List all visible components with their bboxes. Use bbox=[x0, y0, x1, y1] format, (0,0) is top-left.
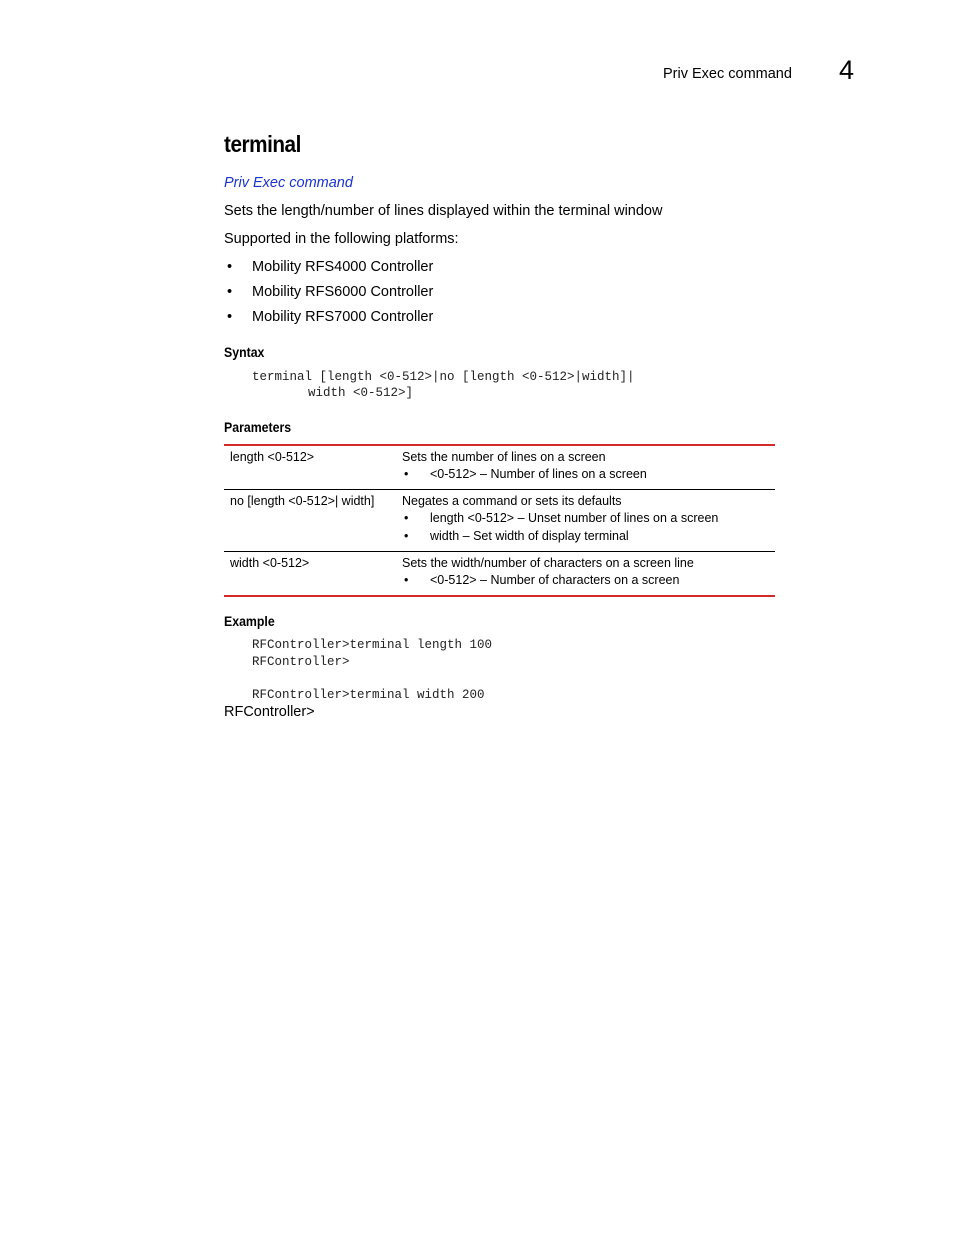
param-name: width <0-512> bbox=[224, 552, 396, 597]
param-option: <0-512> – Number of characters on a screen bbox=[430, 573, 680, 587]
table-row bbox=[224, 445, 775, 490]
platform-label: Mobility RFS6000 Controller bbox=[252, 284, 434, 300]
example-heading: Example bbox=[224, 613, 275, 629]
command-description: Sets the length/number of lines displayed within the terminal window bbox=[224, 203, 663, 219]
cross-reference-link[interactable]: Priv Exec command bbox=[224, 175, 353, 191]
list-item bbox=[402, 465, 769, 483]
param-option: <0-512> – Number of lines on a screen bbox=[430, 467, 647, 481]
syntax-line-1: terminal [length <0-512>|no [length <0-512>|width]| bbox=[252, 370, 635, 384]
supported-platforms-intro: Supported in the following platforms: bbox=[224, 231, 459, 247]
param-description-cell bbox=[396, 552, 775, 597]
syntax-line-2: width <0-512>] bbox=[308, 386, 414, 400]
example-line: RFController>terminal width 200 bbox=[252, 688, 485, 702]
syntax-heading: Syntax bbox=[224, 344, 265, 360]
param-description: Sets the width/number of characters on a screen line bbox=[402, 556, 694, 570]
list-item bbox=[402, 509, 769, 527]
list-item bbox=[402, 571, 769, 589]
bullet-icon: • bbox=[404, 467, 409, 481]
bullet-icon: • bbox=[227, 259, 233, 275]
bullet-icon: • bbox=[227, 309, 233, 325]
example-line: RFController> bbox=[224, 704, 315, 720]
parameters-table bbox=[224, 444, 775, 597]
example-line: RFController> bbox=[252, 655, 350, 669]
param-name: length <0-512> bbox=[224, 445, 396, 490]
page-title: terminal bbox=[224, 131, 301, 157]
table-row bbox=[224, 552, 775, 597]
bullet-icon: • bbox=[404, 573, 409, 587]
param-name: no [length <0-512>| width] bbox=[224, 490, 396, 552]
list-item bbox=[402, 527, 769, 545]
parameters-heading: Parameters bbox=[224, 419, 292, 435]
param-description: Sets the number of lines on a screen bbox=[402, 450, 606, 464]
list-item bbox=[224, 283, 433, 308]
platform-label: Mobility RFS7000 Controller bbox=[252, 309, 434, 325]
param-description-cell bbox=[396, 445, 775, 490]
bullet-icon: • bbox=[404, 529, 409, 543]
param-description: Negates a command or sets its defaults bbox=[402, 494, 622, 508]
platform-list bbox=[224, 258, 433, 333]
param-option: width – Set width of display terminal bbox=[430, 529, 629, 543]
list-item bbox=[224, 308, 433, 333]
param-description-cell bbox=[396, 490, 775, 552]
header-section-title: Priv Exec command bbox=[663, 66, 792, 82]
example-line: RFController>terminal length 100 bbox=[252, 638, 493, 652]
platform-label: Mobility RFS4000 Controller bbox=[252, 259, 434, 275]
bullet-icon: • bbox=[227, 284, 233, 300]
list-item bbox=[224, 258, 433, 283]
table-row bbox=[224, 490, 775, 552]
header-chapter-number: 4 bbox=[839, 55, 855, 85]
bullet-icon: • bbox=[404, 511, 409, 525]
param-option: length <0-512> – Unset number of lines on a screen bbox=[430, 511, 719, 525]
